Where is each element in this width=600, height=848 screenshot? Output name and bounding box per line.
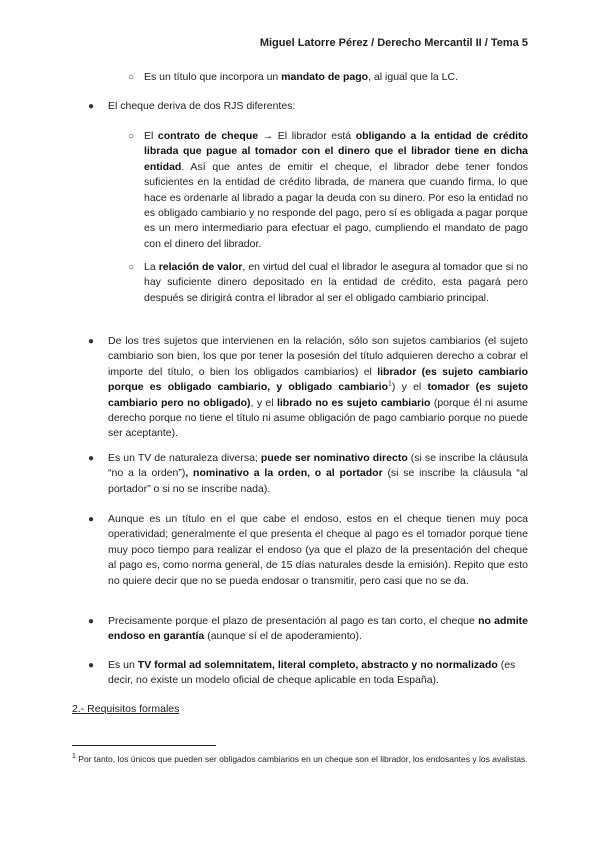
- list-item: [144, 260, 528, 306]
- list-item: [108, 334, 528, 442]
- text-run: Precisamente porque el plazo de presentación al pago es tan corto, el cheque: [108, 615, 479, 627]
- bold-text: no admite endoso en garantía: [108, 615, 528, 643]
- text-run: La: [144, 261, 159, 273]
- text-run: ) y el: [391, 381, 428, 394]
- text-run: , en virtud del cual el librador le asegura al tomador que si no hay suficiente dinero depositado en la entidad de crédito, esta pagará pero después se dirigirá contra el librador al ser el obligado cambiario principal.: [144, 261, 528, 304]
- bold-text: relación de valor: [158, 261, 243, 273]
- list-marker: ●: [88, 453, 95, 464]
- list-item: [108, 614, 528, 645]
- list-marker: ●: [88, 514, 95, 525]
- text-run: (si se inscribe la cláusula “al portador” o si no se inscribe nada).: [108, 467, 528, 495]
- bold-text: obligando a la entidad de crédito librada que pague al tomador con el dinero que el librador tiene en dicha entidad: [144, 130, 528, 173]
- footnote-mark: 1: [72, 753, 76, 761]
- text-run: El: [144, 130, 158, 142]
- text-run: Es un título que incorpora un: [144, 71, 282, 83]
- list-marker: ●: [88, 616, 95, 627]
- footnote-text: Por tanto, los únicos que pueden ser obligados cambiarios en un cheque son el librador, los endosantes y los avalistas.: [78, 754, 528, 764]
- bold-text: puede ser nominativo directo: [260, 452, 408, 464]
- list-marker: ●: [88, 101, 95, 112]
- text-run: . Así que antes de emitir el cheque, el librador debe tener fondos suficientes en la entidad de crédito librada, de manera que cuando firma, lo que hace es ordenarle al librado a pagar la deuda con su dinero. Por eso la entidad no es obligado cambiario y no responde del pago, pero sí es obligada a pagar porque es un mero intermediario para efectuar el pago, cumpliendo el mandato de pago con el dinero del librador.: [144, 160, 528, 250]
- text-run: (es decir, no existe un modelo oficial de cheque aplicable en toda España).: [108, 659, 516, 687]
- list-marker: ●: [88, 336, 95, 347]
- text-run: Es un: [108, 659, 138, 671]
- list-item: [144, 129, 528, 252]
- text-run: Es un TV de naturaleza diversa;: [108, 452, 261, 464]
- text-run: El cheque deriva de dos RJS diferentes:: [108, 100, 296, 112]
- list-item: [108, 658, 528, 689]
- list-marker: ○: [128, 131, 135, 142]
- text-run: , y el: [250, 396, 277, 409]
- text-run: , al igual que la LC.: [368, 71, 459, 83]
- list-marker: ○: [128, 262, 135, 273]
- list-marker: ●: [88, 660, 95, 671]
- list-item: [108, 512, 528, 589]
- bold-text: contrato de cheque: [157, 130, 259, 142]
- bold-text: tomador (es sujeto cambiario pero no obligado): [108, 381, 528, 409]
- bold-text: TV formal ad solemnitatem, literal completo, abstracto y no normalizado: [137, 659, 498, 671]
- text-run: (aunque sí el de apoderamiento).: [204, 630, 362, 643]
- bold-text: , nominativo a la orden, o al portador: [185, 467, 383, 480]
- text-run: De los tres sujetos que intervienen en la relación, sólo son sujetos cambiarios (el sujeto cambiario son bien, los que por tener la posesión del título adquieren derecho a cobrar el importe del título, o bien los obligados cambiarios) el: [108, 335, 528, 378]
- text-run: (si se inscribe la cláusula “no a la orden”): [108, 452, 528, 480]
- text-run: (porque él ni asume derecho porque no tiene el título ni asume obligación de pago cambiario porque no puede ser aceptante).: [108, 396, 528, 440]
- text-run: Aunque es un título en el que cabe el endoso, estos en el cheque tienen muy poca operatividad; generalmente el que presenta el cheque al pago es el tomador porque tiene muy poco tiempo para realizar el endoso (ya que el plazo de la presentación del cheque al pago es, como norma general, de 15 días naturales desde la emisión). Repito que esto no quiere decir que no se pueda endosar o transmitir, pero casi que no se da.: [108, 513, 528, 587]
- bold-text: librador (es sujeto cambiario porque es obligado cambiario, y obligado cambiario: [108, 365, 528, 394]
- list-item: [144, 70, 528, 85]
- list-item: [108, 99, 528, 114]
- text-run: → El librador está: [258, 130, 356, 142]
- bold-text: mandato de pago: [281, 71, 369, 83]
- bold-text: librado no es sujeto cambiario: [276, 396, 431, 409]
- footnote: [72, 753, 528, 765]
- list-marker: ○: [128, 72, 135, 83]
- page-header: Miguel Latorre Pérez / Derecho Mercantil II / Tema 5: [259, 37, 528, 49]
- section-heading: 2.- Requisitos formales: [72, 703, 180, 715]
- list-item: [108, 451, 528, 497]
- footnote-divider: [72, 745, 216, 746]
- footnote-ref: 1: [388, 380, 392, 388]
